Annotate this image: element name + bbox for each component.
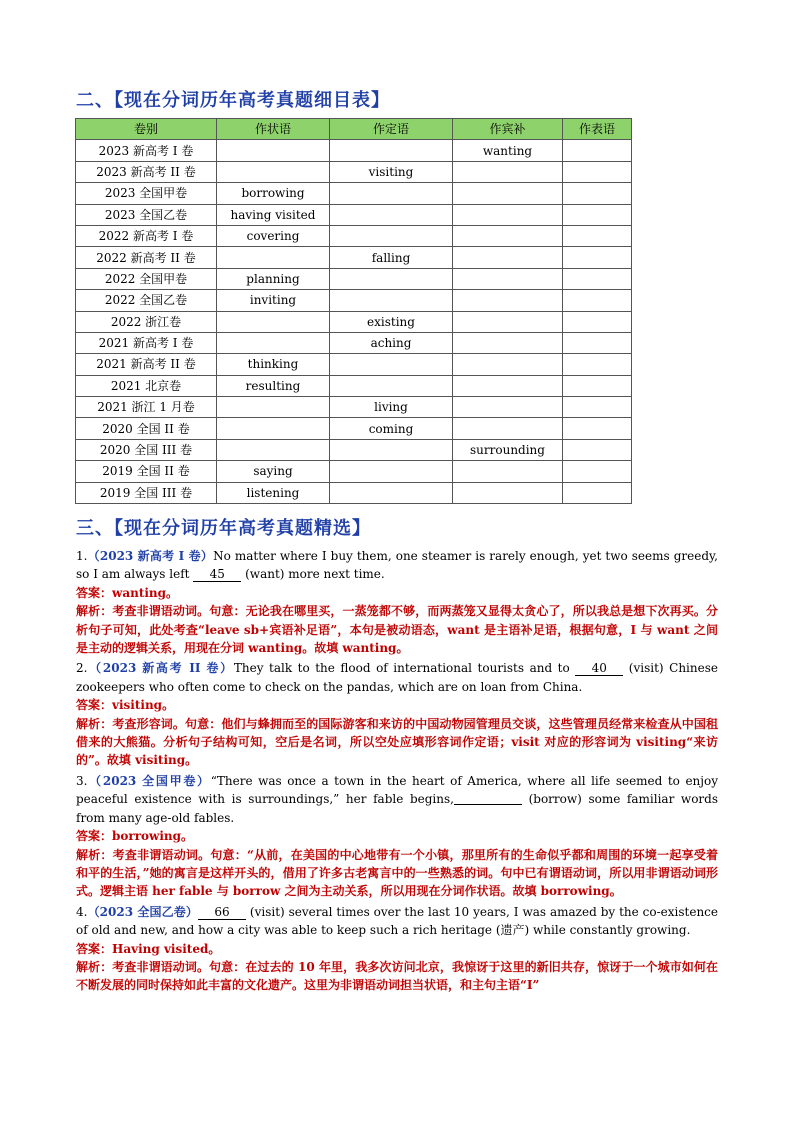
table-cell: planning [217,268,330,289]
question-number: 4. [76,904,88,919]
table-cell: thinking [217,354,330,375]
table-row [76,204,632,225]
exam-name-cell: 2021 新高考 II 卷 [76,354,217,375]
table-cell [330,225,453,246]
table-cell [453,482,563,503]
table-cell [453,311,563,332]
exam-name-cell: 2022 全国甲卷 [76,268,217,289]
table-cell: inviting [217,290,330,311]
table-cell [330,183,453,204]
table-header-cell: 作表语 [563,119,632,140]
table-cell [563,140,632,161]
table-cell [330,140,453,161]
table-cell [453,418,563,439]
table-cell [453,461,563,482]
answer-blank: 40 [575,661,623,676]
table-row [76,311,632,332]
table-cell [217,397,330,418]
question-stem-end: (visit) several times over the last 10 years, I was amazed by the co-existence of old and new, and how a city was able to keep such a rich heritage (遗产) while constantly growing. [76,904,719,938]
table-header-cell: 作状语 [217,119,330,140]
table-cell [563,311,632,332]
table-cell [563,204,632,225]
table-cell [330,461,453,482]
table-header-cell: 卷别 [76,119,217,140]
question-source: （2023 全国甲卷） [87,773,211,788]
table-cell: resulting [217,375,330,396]
exam-name-cell: 2021 北京卷 [76,375,217,396]
exam-name-cell: 2022 全国乙卷 [76,290,217,311]
exam-name-cell: 2021 新高考 I 卷 [76,332,217,353]
table-row [76,268,632,289]
table-row [76,461,632,482]
exam-name-cell: 2019 全国 III 卷 [76,482,217,503]
table-cell [563,268,632,289]
exam-detail-table [75,118,632,504]
analysis-text: 解析：考查非谓语动词。句意：无论我在哪里买，一蒸笼都不够，而两蒸笼又显得太贪心了，所以我总是想下次再买。分析句子可知，此处考查“leave sb+宾语补足语”，本句是被动语态，want 是主语补足语，根据句意，I 与 want 之间是主动的逻辑关系，用现在分词 wanting。故填 wanting。 [76,604,718,656]
table-row [76,418,632,439]
exam-name-cell: 2023 新高考 II 卷 [76,161,217,182]
table-cell: visiting [330,161,453,182]
table-cell [330,268,453,289]
exam-name-cell: 2020 全国 II 卷 [76,418,217,439]
table-cell: existing [330,311,453,332]
exam-name-cell: 2020 全国 III 卷 [76,439,217,460]
answer-blank: 45 [193,567,241,582]
table-cell [563,225,632,246]
table-cell [563,375,632,396]
table-cell: borrowing [217,183,330,204]
table-cell [217,161,330,182]
question-number: 3. [76,773,88,788]
question-source: （2023 新高考 I 卷） [87,549,214,563]
table-row [76,225,632,246]
question-text [76,547,718,584]
table-cell: having visited [217,204,330,225]
table-row [76,290,632,311]
exam-name-cell: 2019 全国 II 卷 [76,461,217,482]
table-cell [453,354,563,375]
table-cell [453,225,563,246]
table-cell: living [330,397,453,418]
table-cell [217,247,330,268]
answer-blank [454,792,522,805]
table-row [76,375,632,396]
analysis-text: 解析：考查非谓语动词。句意：“从前，在美国的中心地带有一个小镇，那里所有的生命似乎都和周围的环境一起享受着和平的生活，”她的寓言是这样开头的，借用了许多古老寓言中的一些熟悉的词。句中已有谓语动词，所以用非谓语动词形式。逻辑主语 her fable 与 borrow 之间为主动关系，所以用现在分词作状语。故填 borrowing。 [76,847,718,899]
question-number: 1. [76,549,88,563]
answer-line: 答案：wanting。 [76,585,179,600]
table-cell [563,247,632,268]
table-cell [217,140,330,161]
table-cell [563,183,632,204]
table-cell [330,354,453,375]
table-cell: falling [330,247,453,268]
exam-name-cell: 2023 新高考 I 卷 [76,140,217,161]
question-source: （2023 全国乙卷） [87,904,198,919]
table-cell [563,439,632,460]
exam-name-cell: 2022 新高考 I 卷 [76,225,217,246]
question-source: （2023 新高考 II 卷） [87,661,234,676]
question-text [76,659,718,696]
table-row [76,397,632,418]
table-cell [563,290,632,311]
table-cell [563,418,632,439]
table-cell [217,439,330,460]
table-cell [563,332,632,353]
table-cell [217,418,330,439]
table-cell [453,290,563,311]
table-cell: coming [330,418,453,439]
exam-name-cell: 2023 全国甲卷 [76,183,217,204]
table-cell [563,461,632,482]
table-cell [217,311,330,332]
table-cell [453,161,563,182]
table-cell [453,183,563,204]
answer-line: 答案：visiting。 [76,698,175,713]
table-cell [453,397,563,418]
table-row [76,482,632,503]
question-text [76,772,718,827]
table-cell [563,161,632,182]
table-cell: listening [217,482,330,503]
table-cell [330,290,453,311]
exam-name-cell: 2022 浙江卷 [76,311,217,332]
table-cell [330,204,453,225]
answer-line: 答案：borrowing。 [76,829,194,844]
table-cell [453,268,563,289]
table-cell [453,204,563,225]
exam-name-cell: 2023 全国乙卷 [76,204,217,225]
answer-blank: 66 [198,905,246,920]
table-row [76,247,632,268]
section-2-title: 二、【现在分词历年高考真题细目表】 [76,90,390,111]
question-stem: They talk to the flood of international tourists and to [233,661,576,676]
table-row [76,354,632,375]
question-stem: “There was once a town in the heart of America, where all life seemed to enjoy peaceful existence with is surroundings,” her fable begins, [76,773,718,807]
table-cell [453,375,563,396]
analysis-text: 解析：考查非谓语动词。句意：在过去的 10 年里，我多次访问北京，我惊讶于这里的新旧共存，惊讶于一个城市如何在不断发展的同时保持如此丰富的文化遗产。这里为非谓语动词担当状语，和主句主语“I” [76,959,718,993]
table-cell [330,375,453,396]
question-stem-end: (want) more next time. [241,567,385,582]
question-stem-end: (borrow) some familiar words from many age-old fables. [76,792,718,825]
table-cell: surrounding [453,439,563,460]
table-row [76,332,632,353]
question-text [76,903,718,940]
question-stem-end: (visit) Chinese zookeepers who often come to check on the pandas, which are on loan from China. [76,661,718,694]
table-cell: aching [330,332,453,353]
table-row [76,439,632,460]
table-cell: saying [217,461,330,482]
section-3-title: 三、【现在分词历年高考真题精选】 [76,518,371,539]
table-row [76,183,632,204]
table-cell [563,482,632,503]
table-cell [453,247,563,268]
table-cell [217,332,330,353]
exam-name-cell: 2021 浙江 1 月卷 [76,397,217,418]
table-cell: covering [217,225,330,246]
table-row [76,161,632,182]
table-cell [563,354,632,375]
answer-line: 答案：Having visited。 [76,941,221,956]
question-stem: No matter where I buy them, one steamer is rarely enough, yet two seems greedy, so I am always left [76,549,718,582]
table-cell [330,439,453,460]
table-header-row [76,119,632,140]
table-cell: wanting [453,140,563,161]
question-number: 2. [76,661,88,676]
table-cell [330,482,453,503]
table-header-cell: 作定语 [330,119,453,140]
table-cell [453,332,563,353]
analysis-text: 解析：考查形容词。句意：他们与蜂拥而至的国际游客和来访的中国动物园管理员交谈，这些管理员经常来检查从中国租借来的大熊猫。分析句子结构可知，空后是名词，所以空处应填形容词作定语；visit 对应的形容词为 visiting“来访的”。故填 visiting。 [76,716,718,768]
table-header-cell: 作宾补 [453,119,563,140]
exam-name-cell: 2022 新高考 II 卷 [76,247,217,268]
table-row [76,140,632,161]
table-cell [563,397,632,418]
question-list [76,545,718,995]
